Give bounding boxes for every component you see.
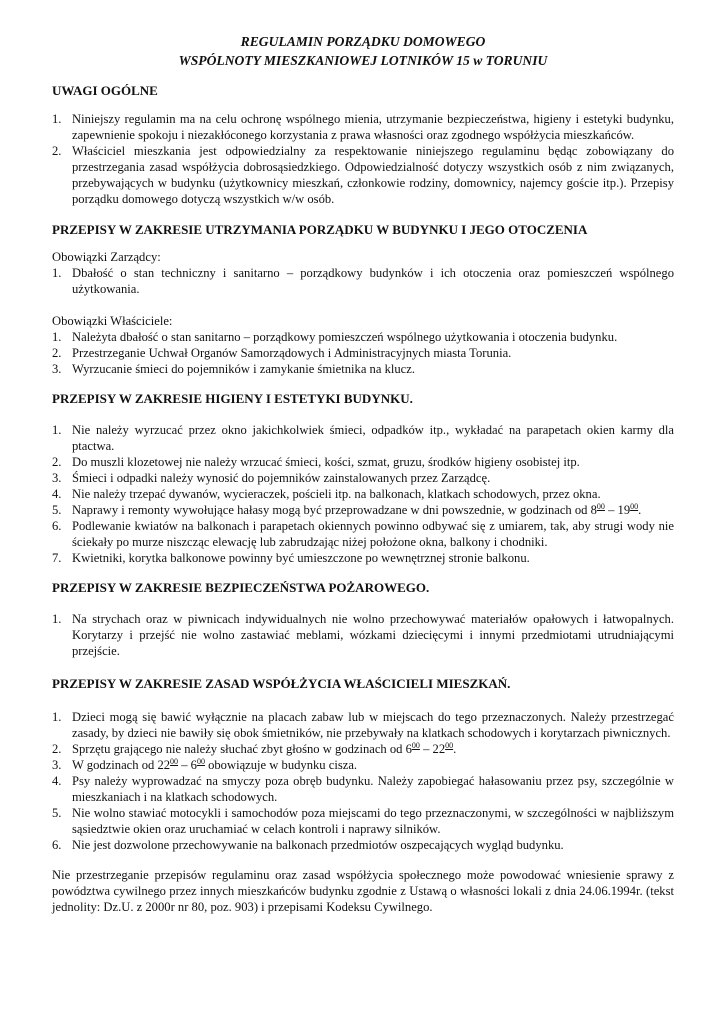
title-line-1: REGULAMIN PORZĄDKU DOMOWEGO [240, 34, 486, 49]
list-item: 6. Podlewanie kwiatów na balkonach i parapetach okiennych powinno odbywać się z umiarem, tak, aby strugi wody nie ściekały po murze niszcząc elewację lub zabrudzając niżej położone okna, balkony i chodniki. [52, 519, 674, 549]
coexist-list [52, 709, 674, 853]
hygiene-list [52, 422, 674, 566]
general-heading: UWAGI OGÓLNE [52, 83, 158, 98]
list-item: 1. Nie należy wyrzucać przez okno jakichkolwiek śmieci, odpadków itp., wykładać na parapetach okien karmy dla ptactwa. [52, 423, 674, 453]
list-item: 1. Niniejszy regulamin ma na celu ochronę wspólnego mienia, utrzymanie bezpieczeństwa, higieny i estetyki budynku, zapewnienie spokoju i niezakłóconego korzystania z prawa własności oraz zgodnego współżycia mieszkańców. [52, 112, 674, 142]
list-item: 4. Nie należy trzepać dywanów, wycieraczek, pościeli itp. na balkonach, klatkach schodowych, przez okna. [52, 487, 601, 501]
owners-label: Obowiązki Właściciele: [52, 314, 173, 328]
list-item: 1. Należyta dbałość o stan sanitarno – porządkowy pomieszczeń wspólnego użytkowania i otoczenia budynku. [52, 330, 618, 344]
list-item: 1. Dbałość o stan techniczny i sanitarno – porządkowy budynków i ich otoczenia oraz pomieszczeń wspólnego użytkowania. [52, 266, 674, 296]
list-item: 2. Sprzętu grającego nie należy słuchać zbyt głośno w godzinach od $6^{00} - 22^{00}$. [52, 740, 457, 756]
manager-label: Obowiązki Zarządcy: [52, 250, 161, 264]
general-list [52, 111, 674, 207]
list-item: 3. Wyrzucanie śmieci do pojemników i zamykanie śmietnika na klucz. [52, 362, 416, 376]
list-item: 2. Do muszli klozetowej nie należy wrzucać śmieci, kości, szmat, gruzu, środków higieny osobistej itp. [52, 455, 580, 469]
list-item: 1. Na strychach oraz w piwnicach indywidualnych nie wolno przechowywać materiałów opałowych i łatwopalnych. Korytarzy i przejść nie wolno zastawiać meblami, wózkami dziecięcymi i innymi przedmiotami utrudniającymi przejście. [52, 612, 674, 658]
manager-list [52, 265, 674, 297]
list-item: 2. Właściciel mieszkania jest odpowiedzialny za respektowanie niniejszego regulaminu będąc zobowiązany do przestrzegania zasad współżycia dobrosąsiedzkiego. Odpowiedzialność dotyczy wszystkich osób z nim związanych, przebywających w budynku (użytkownicy mieszkań, członkowie rodziny, domownicy, najemcy goście itp.). Przepisy porządku domowego dotyczą wszystkich w/w osób. [52, 144, 674, 206]
list-item: 2. Przestrzeganie Uchwał Organów Samorządowych i Administracyjnych miasta Torunia. [52, 346, 512, 360]
list-item: 7. Kwietniki, korytka balkonowe powinny być umieszczone po wewnętrznej stronie balkonu. [52, 551, 530, 565]
list-item: 6. Nie jest dozwolone przechowywanie na balkonach przedmiotów oszpecających wygląd budynku. [52, 838, 564, 852]
list-item: 5. Nie wolno stawiać motocykli i samochodów poza miejscami do tego przeznaczonymi, w szczególności w najbliższym sąsiedztwie okien oraz uruchamiać w celach kontroli i naprawy silników. [52, 806, 674, 836]
title-line-2: WSPÓLNOTY MIESZKANIOWEJ LOTNIKÓW 15 w TORUNIU [178, 53, 548, 68]
coexist-heading: PRZEPISY W ZAKRESIE ZASAD WSPÓŁŻYCIA WŁAŚCICIELI MIESZKAŃ. [52, 676, 511, 691]
order-heading: PRZEPISY W ZAKRESIE UTRZYMANIA PORZĄDKU W BUDYNKU I JEGO OTOCZENIA [52, 222, 588, 237]
list-item: 3. Śmieci i odpadki należy wynosić do pojemników zainstalowanych przez Zarządcę. [52, 471, 491, 485]
list-item: 1. Dzieci mogą się bawić wyłącznie na placach zabaw lub w miejscach do tego przeznaczonych. Należy przestrzegać zasady, by dzieci nie bawiły się obok śmietników, nie przebywały na klatkach schodowych i korytarzach piwnicznych. [52, 710, 674, 740]
list-item: 3. W godzinach od $22^{00} - 6^{00}$ obowiązuje w budynku cisza. [52, 756, 358, 772]
document-page [52, 32, 674, 928]
closing-paragraph: Nie przestrzeganie przepisów regulaminu oraz zasad współżycia społecznego może powodować wniesienie sprawy z powództwa cywilnego przez innych mieszkańców budynku zgodnie z Ustawą o własności lokali z dnia 24.06.1994r. (tekst jednolity: Dz.U. z 2000r nr 80, poz. 903) i przepisami Kodeksu Cywilnego. [52, 868, 674, 914]
list-item: 5. Naprawy i remonty wywołujące hałasy mogą być przeprowadzane w dni powszednie, w godzinach od $8^{00} - 19^{00}$. [52, 501, 642, 517]
owners-list [52, 329, 674, 377]
fire-list [52, 611, 674, 659]
list-item: 4. Psy należy wyprowadzać na smyczy poza obręb budynku. Należy zapobiegać hałasowaniu przez psy, szczególnie w mieszkaniach i na klatkach schodowych. [52, 774, 674, 804]
document-title [52, 32, 674, 70]
hygiene-heading: PRZEPISY W ZAKRESIE HIGIENY I ESTETYKI BUDYNKU. [52, 391, 413, 406]
fire-heading: PRZEPISY W ZAKRESIE BEZPIECZEŃSTWA POŻAROWEGO. [52, 580, 430, 595]
